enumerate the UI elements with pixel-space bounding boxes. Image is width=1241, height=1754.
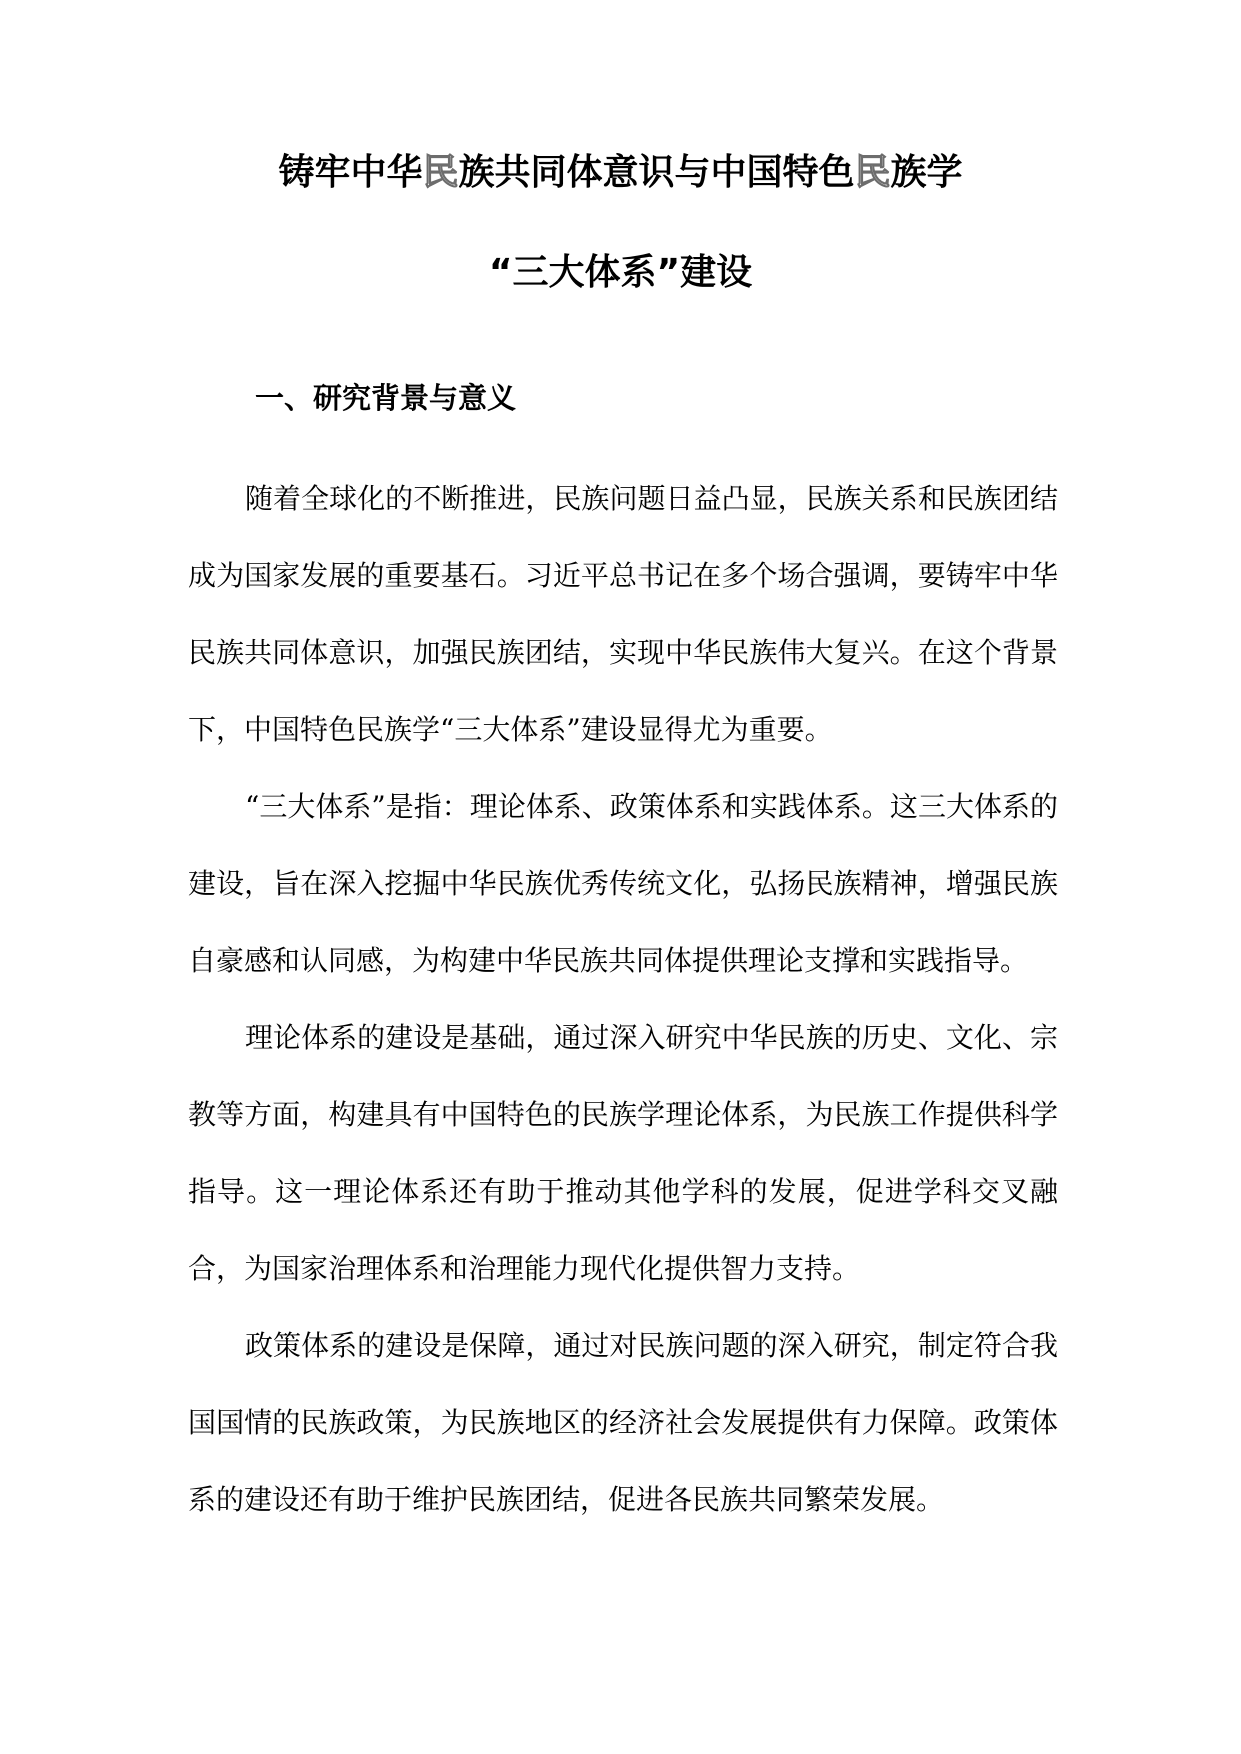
- paragraph: 随着全球化的不断推进，民族问题日益凸显，民族关系和民族团结成为国家发展的重要基石。习近平总书记在多个场合强调，要铸牢中华民族共同体意识，加强民族团结，实现中华民族伟大复兴。在这个背景下，中国特色民族学“三大体系”建设显得尤为重要。: [188, 482, 1058, 746]
- paragraph: 理论体系的建设是基础，通过深入研究中华民族的历史、文化、宗教等方面，构建具有中国特色的民族学理论体系，为民族工作提供科学指导。这一理论体系还有助于推动其他学科的发展，促进学科交叉融合，为国家治理体系和治理能力现代化提供智力支持。: [188, 1021, 1058, 1285]
- body-text: [188, 460, 1058, 1538]
- document-title-line-1: [0, 148, 1241, 198]
- title-text-part: 族学: [890, 152, 963, 193]
- title-text-part: 族共同体意识与中国特色: [458, 152, 855, 193]
- document-title-line-2: “三大体系”建设: [488, 252, 753, 293]
- section-heading: 一、研究背景与意义: [255, 381, 517, 415]
- title-outlined-char: 民: [422, 152, 459, 193]
- title-outlined-char: 民: [854, 152, 891, 193]
- title-text-part: 铸牢中华: [278, 152, 423, 193]
- paragraph: 政策体系的建设是保障，通过对民族问题的深入研究，制定符合我国国情的民族政策，为民族地区的经济社会发展提供有力保障。政策体系的建设还有助于维护民族团结，促进各民族共同繁荣发展。: [188, 1329, 1058, 1516]
- paragraph: “三大体系”是指：理论体系、政策体系和实践体系。这三大体系的建设，旨在深入挖掘中华民族优秀传统文化，弘扬民族精神，增强民族自豪感和认同感，为构建中华民族共同体提供理论支撑和实践指导。: [188, 790, 1058, 977]
